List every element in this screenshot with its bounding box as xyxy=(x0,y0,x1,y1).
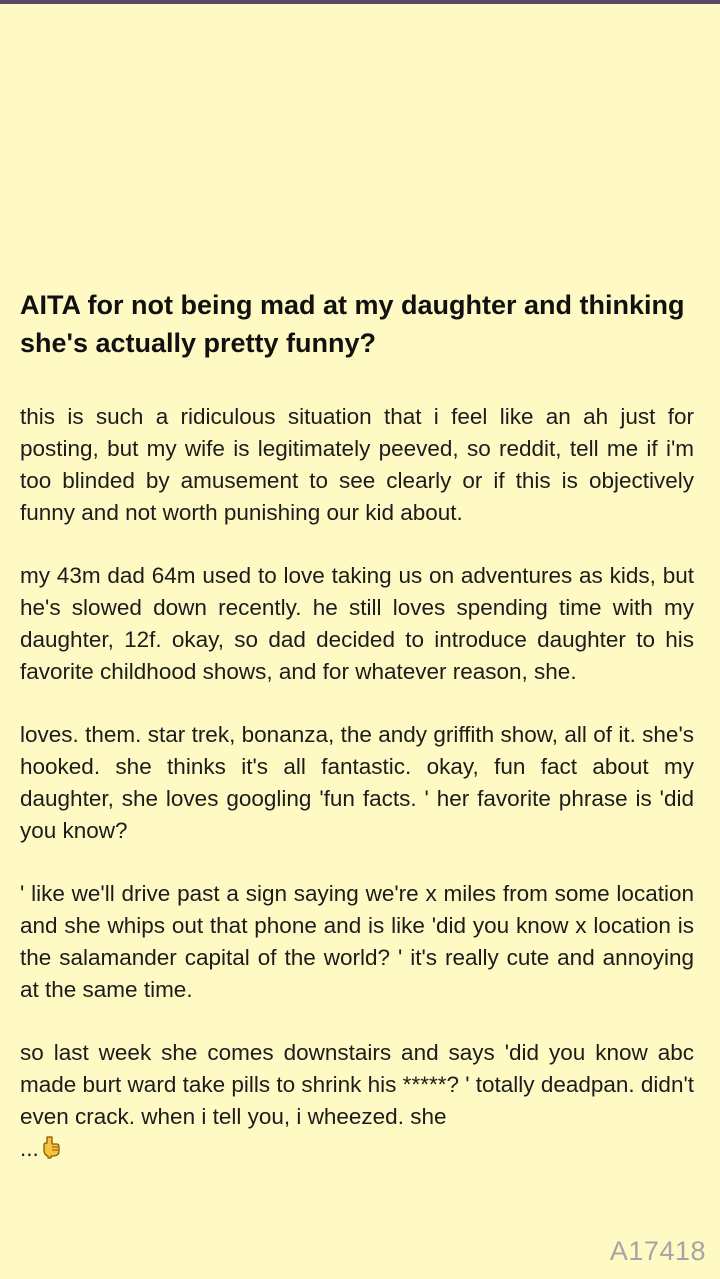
watermark-id: A17418 xyxy=(609,1236,706,1266)
post-content xyxy=(20,286,694,1165)
post-paragraph-4: ' like we'll drive past a sign saying we're x miles from some location and she whips out that phone and is like 'did you know x location is the salamander capital of the world? ' it's really cute and annoying at the same time. xyxy=(20,881,694,1002)
post-paragraph-5-text: so last week she comes downstairs and says 'did you know abc made burt ward take pills to shrink his *****? ' totally deadpan. didn't even crack. when i tell you, i wheezed. she xyxy=(20,1040,694,1129)
post-paragraph-2: my 43m dad 64m used to love taking us on adventures as kids, but he's slowed down recently. he still loves spending time with my daughter, 12f. okay, so dad decided to introduce daughter to his favorite childhood shows, and for whatever reason, she. xyxy=(20,563,694,684)
top-bar xyxy=(0,0,720,4)
post-paragraph-3: loves. them. star trek, bonanza, the andy griffith show, all of it. she's hooked. she thinks it's all fantastic. okay, fun fact about my daughter, she loves googling 'fun facts. ' her favorite phrase is 'did you know? xyxy=(20,722,694,843)
post-title: AITA for not being mad at my daughter and thinking she's actually pretty funny? xyxy=(20,290,685,358)
post-paragraph-1: this is such a ridiculous situation that i feel like an ah just for posting, but my wife is legitimately peeved, so reddit, tell me if i'm too blinded by amusement to see clearly or if this is objectively funny and not worth punishing our kid about. xyxy=(20,404,694,525)
post-paragraph-5 xyxy=(20,1037,694,1165)
continuation-ellipsis: ... xyxy=(20,1136,39,1161)
pointing-down-hand-icon xyxy=(41,1135,61,1159)
